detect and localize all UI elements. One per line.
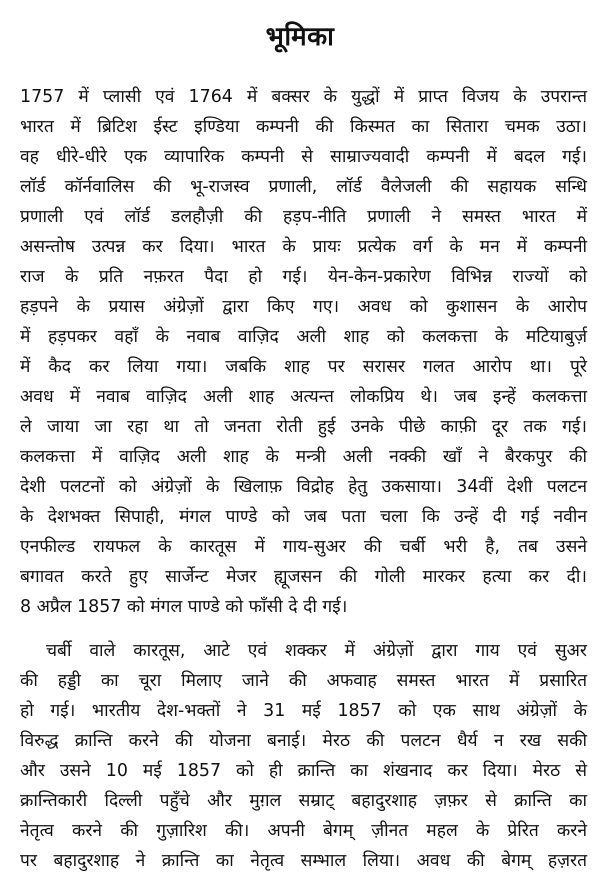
text-line: राज के प्रति नफ़रत पैदा हो गई। येन-केन-प्रकारेण विभिन्न राज्यों को — [20, 267, 587, 287]
text-line: नेतृत्व करने की गुज़ारिश की। अपनी बेगम् ज़ीनत महल के प्रेरित करने — [20, 821, 587, 841]
text-line: में हड़पकर वहाँ के नवाब वाज़िद अली शाह को कलकत्ता के मटियाबुर्ज़ — [20, 327, 587, 347]
text-line: लॉर्ड कॉर्नवालिस की भू-राजस्व प्रणाली, लॉर्ड वैलेजली की सहायक सन्धि — [20, 177, 587, 197]
text-line: क्रान्तिकारी दिल्ली पहुँचे और मुग़ल सम्राट् बहादुरशाह ज़फ़र से क्रान्ति का — [20, 791, 587, 811]
text-line: की हड्डी का चूरा मिलाए जाने की अफवाह समस्त भारत में प्रसारित — [20, 671, 587, 691]
text-line: असन्तोष उत्पन्न कर दिया। भारत के प्रायः प्रत्येक वर्ग के मन में कम्पनी — [20, 237, 587, 257]
text-line: एनफील्ड रायफल के कारतूस में गाय-सुअर की चर्बी भरी है, तब उसने — [20, 537, 587, 557]
text-line: 8 अप्रैल 1857 को मंगल पाण्डे को फाँसी दे दी गई। — [20, 597, 348, 617]
text-line: वह धीरे-धीरे एक व्यापारिक कम्पनी से साम्राज्यवादी कम्पनी में बदल गई। — [20, 147, 587, 167]
text-line: प्रणाली एवं लॉर्ड डलहौज़ी की हड़प-नीति प्रणाली ने समस्त भारत में — [20, 207, 587, 227]
text-line: में कैद कर लिया गया। जबकि शाह पर सरासर गलत आरोप था। पूरे — [20, 357, 587, 377]
text-line: कलकत्ता में वाज़िद अली शाह के मन्त्री अली नक्की खाँ ने बैरकपुर की — [20, 447, 587, 467]
text-line: 1757 में प्लासी एवं 1764 में बक्सर के युद्धों में प्राप्त विजय के उपरान्त — [20, 87, 587, 107]
text-line: ले जाया जा रहा था तो जनता रोती हुई उनके पीछे काफ़ी दूर तक गई। — [20, 417, 587, 437]
page-title: भूमिका — [265, 22, 335, 52]
text-line: और उसने 10 मई 1857 को ही क्रान्ति का शंखनाद कर दिया। मेरठ से — [20, 761, 587, 781]
text-line: चर्बी वाले कारतूस, आटे एवं शक्कर में अंग्रेज़ों द्वारा गाय एवं सुअर — [46, 641, 587, 661]
text-line: हो गई। भारतीय देश-भक्तों ने 31 मई 1857 को एक साथ अंग्रेज़ों के — [20, 701, 587, 721]
text-line: हड़पने के प्रयास अंग्रेज़ों द्वारा किए गए। अवध को कुशासन के आरोप — [20, 297, 587, 317]
text-line: बगावत करते हुए सार्जेन्ट मेजर ह्यूजसन की गोली मारकर हत्या कर दी। — [20, 567, 587, 587]
text-line: पर बहादुरशाह ने क्रान्ति का नेतृत्व सम्भाल लिया। अवध की बेगम् हज़रत — [20, 851, 587, 871]
text-line: भारत में ब्रिटिश ईस्ट इण्डिया कम्पनी की किस्मत का सितारा चमक उठा। — [20, 117, 587, 137]
text-line: के देशभक्त सिपाही, मंगल पाण्डे को जब पता चला कि उन्हें दी गई नवीन — [20, 507, 587, 527]
text-line: विरुद्ध क्रान्ति करने की योजना बनाई। मेरठ की पलटन धैर्य न रख सकी — [20, 731, 587, 751]
text-line: अवध में नवाब वाज़िद अली शाह अत्यन्त लोकप्रिय थे। जब इन्हें कलकत्ता — [20, 387, 587, 407]
text-line: देशी पलटनों को अंग्रेज़ों के खिलाफ़ विद्रोह हेतु उकसाया। 34वीं देशी पलटन — [20, 477, 587, 497]
